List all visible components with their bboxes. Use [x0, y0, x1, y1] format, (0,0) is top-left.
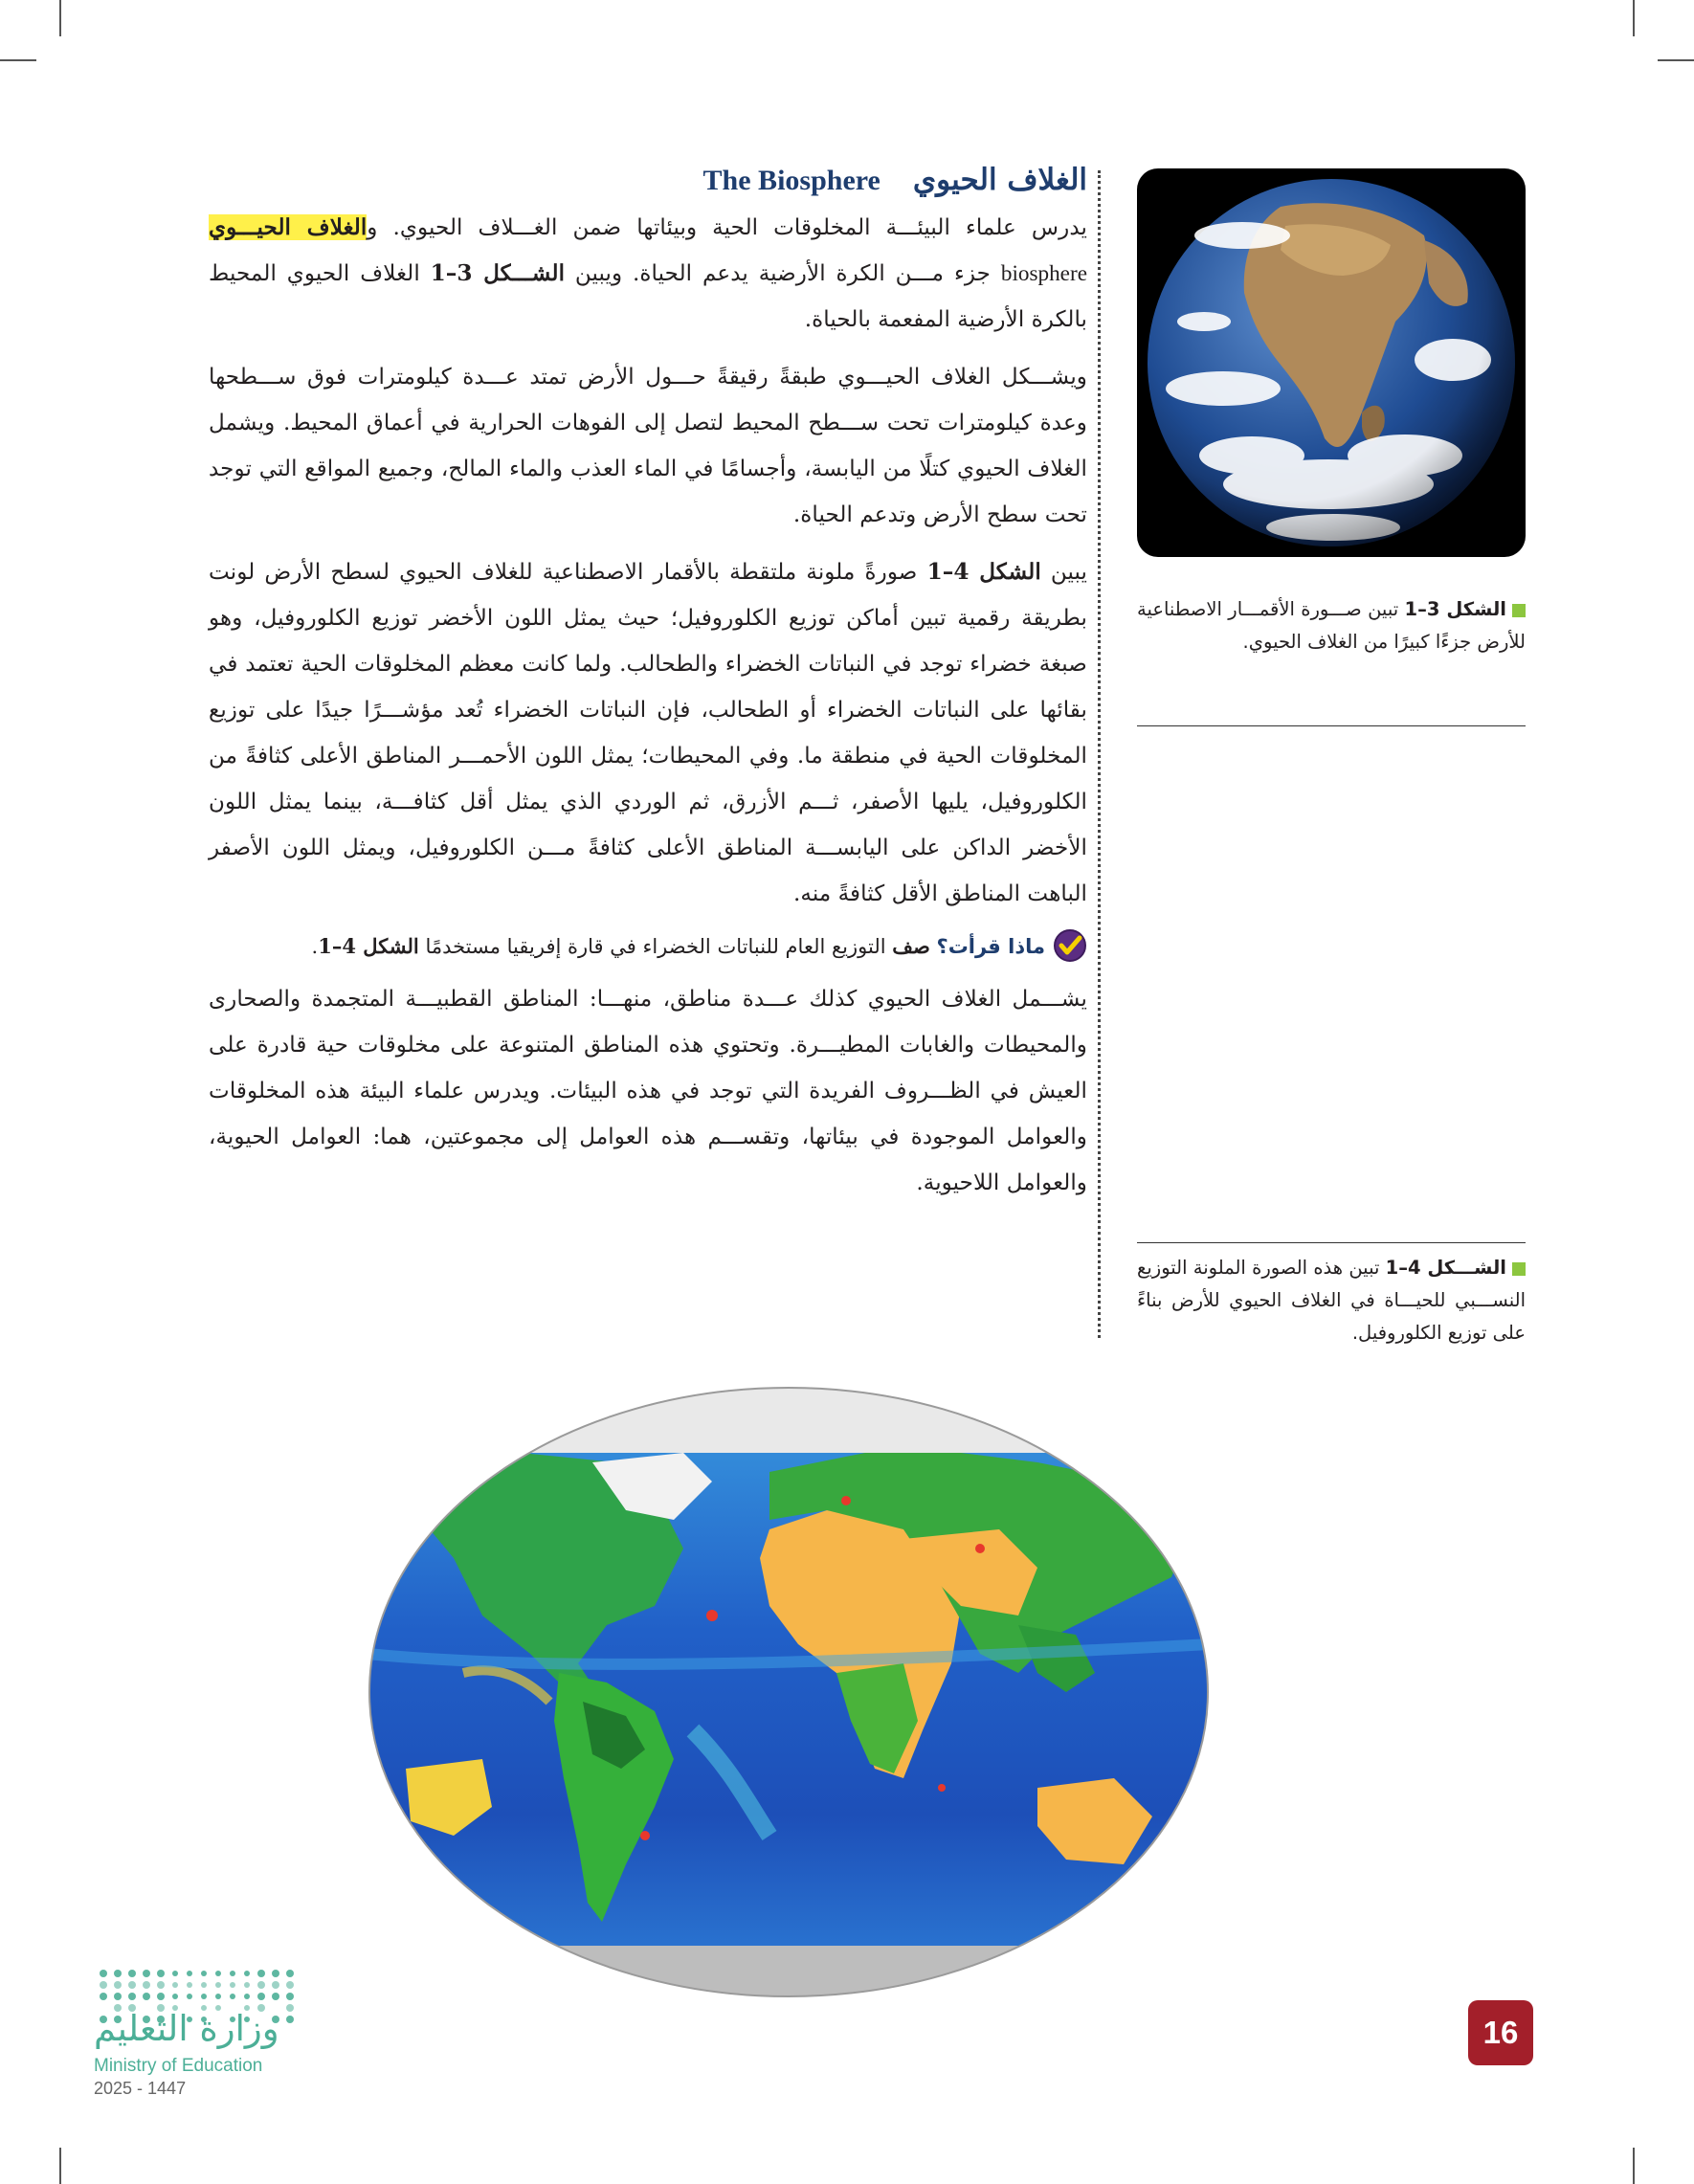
- paragraph-biosphere-extent: ويشـــكل الغلاف الحيـــوي طبقةً رقيقةً حـــول الأرض تمتد عـــدة كيلومترات فوق ســـطحها وعدة كيلومترات تحت ســـطح المحيط لتصل إلى الفوهات الحرارية في أعماق المحيط. ويشمل الغلاف الحيوي كتلًا من اليابسة، وأجسامًا في الماء العذب والماء المالح، وجميع المواقع التي توجد تحت سطح الأرض وتدعم الحياة.: [209, 364, 1087, 527]
- logo-dot: [128, 1993, 136, 2000]
- logo-dot: [114, 1993, 122, 2000]
- caption-text: تبين هذه الصورة الملونة التوزيع النســـبي للحيـــاة في الغلاف الحيوي للأرض بناءً على توزيع الكلوروفيل.: [1137, 1257, 1526, 1344]
- ministry-name-arabic: وزارة التعليم: [94, 2008, 279, 2049]
- logo-dot: [143, 1993, 150, 2000]
- logo-dot: [114, 1981, 122, 1989]
- logo-dot: [257, 1981, 265, 1989]
- logo-dot: [286, 1970, 294, 1977]
- logo-dot: [100, 1970, 107, 1977]
- ministry-year: 2025 - 1447: [94, 2079, 187, 2098]
- logo-dot: [128, 1981, 136, 1989]
- page-number-badge: 16: [1468, 2000, 1533, 2065]
- figure-caption-1: [1137, 593, 1526, 658]
- highlighted-term: الغلاف الحيـــوي: [209, 214, 368, 240]
- logo-dot: [201, 1971, 207, 1976]
- reading-check-text: [312, 934, 1045, 958]
- text-run: يبين: [1040, 559, 1087, 585]
- logo-dot: [244, 1994, 250, 1999]
- logo-dot: [143, 1970, 150, 1977]
- term-english: biosphere: [1000, 261, 1087, 286]
- logo-dot: [157, 1993, 165, 2000]
- logo-dot: [187, 1971, 192, 1976]
- crop-mark: [59, 2148, 61, 2184]
- logo-dot: [272, 1981, 279, 1989]
- logo-dot: [100, 1981, 107, 1989]
- chlorophyll-world-map: [368, 1386, 1210, 1998]
- logo-dot: [128, 1970, 136, 1977]
- section-title-english: The Biosphere: [702, 165, 880, 196]
- text-run: جزء مـــن الكرة الأرضية يدعم الحياة. ويبين: [565, 260, 1001, 286]
- world-map-image: [368, 1386, 1210, 1998]
- ministry-name-english: Ministry of Education: [94, 2056, 263, 2076]
- checkmark-badge-icon: [1053, 928, 1087, 963]
- reading-check-verb: صف: [892, 933, 930, 958]
- text-run: الغلاف الحيوي المحيط بالكرة الأرضية المفعمة بالحياة.: [209, 260, 1087, 332]
- logo-dot: [201, 1994, 207, 1999]
- column-divider: [1098, 170, 1101, 1338]
- logo-dot: [286, 1993, 294, 2000]
- caption-label: الشـــكل 4–1: [1385, 1257, 1506, 1279]
- logo-dot: [230, 1971, 235, 1976]
- logo-dot: [286, 1981, 294, 1989]
- text-run: يدرس علماء البيئـــة المخلوقات الحية وبيئاتها ضمن الغـــلاف الحيوي. و: [367, 214, 1087, 240]
- logo-dot: [257, 1970, 265, 1977]
- logo-dot: [230, 1994, 235, 1999]
- crop-mark: [1658, 59, 1694, 61]
- logo-dot: [215, 1982, 221, 1988]
- text-run: .: [311, 934, 319, 958]
- crop-mark: [1633, 0, 1635, 36]
- logo-dot: [201, 1982, 207, 1988]
- main-text-column: [209, 163, 1087, 1217]
- logo-dot: [172, 1982, 178, 1988]
- reading-check: [209, 928, 1087, 963]
- paragraph-biosphere-regions: يشـــمل الغلاف الحيوي كذلك عـــدة مناطق، منهـــا: المناطق القطبيـــة المتجمدة والصحارى والمحيطات والغابات المطيـــرة. وتحتوي هذه المناطق المتنوعة على مخلوقات حية قادرة على العيش في الظـــروف الفريدة التي توجد في هذه البيئات. ويدرس علماء البيئة هذه المخلوقات والعوامل الموجودة في بيئاتها، وتقســـم هذه العوامل إلى مجموعتين، هما: العوامل الحيوية، والعوامل اللاحيوية.: [209, 986, 1087, 1195]
- figure-reference: الشكل 4–1: [318, 933, 419, 958]
- logo-dot: [272, 1970, 279, 1977]
- earth-globe-image: [1137, 168, 1526, 557]
- earth-satellite-photo: [1137, 168, 1526, 557]
- logo-dot: [230, 1982, 235, 1988]
- section-heading: [209, 163, 1087, 197]
- caption-rule: [1137, 725, 1526, 726]
- section-title-arabic: الغلاف الحيوي: [912, 163, 1087, 197]
- logo-dot: [187, 1982, 192, 1988]
- caption-rule: [1137, 1242, 1526, 1243]
- text-run: التوزيع العام للنباتات الخضراء في قارة إفريقيا مستخدمًا: [418, 934, 893, 958]
- crop-mark: [1633, 2148, 1635, 2184]
- paragraph-biosphere-definition: [209, 205, 1087, 343]
- logo-dot: [100, 1993, 107, 2000]
- crop-mark: [59, 0, 61, 36]
- logo-dot: [244, 1971, 250, 1976]
- crop-mark: [0, 59, 36, 61]
- logo-dot: [244, 1982, 250, 1988]
- reading-check-label: ماذا قرأت؟: [936, 934, 1045, 958]
- logo-dot: [187, 1994, 192, 1999]
- logo-dot: [257, 1993, 265, 2000]
- logo-dot: [114, 1970, 122, 1977]
- logo-dot: [215, 1994, 221, 1999]
- paragraph-chlorophyll-map: [209, 549, 1087, 917]
- logo-dot: [172, 1971, 178, 1976]
- figure-reference: الشكل 4–1: [926, 559, 1041, 585]
- logo-dot: [157, 1970, 165, 1977]
- caption-square-icon: [1512, 1262, 1526, 1276]
- caption-label: الشكل 3–1: [1404, 598, 1506, 620]
- figure-caption-2: [1137, 1252, 1526, 1349]
- logo-dot: [157, 1981, 165, 1989]
- logo-dot: [215, 1971, 221, 1976]
- caption-text: تبين صـــورة الأقمـــار الاصطناعية للأرض جزءًا كبيرًا من الغلاف الحيوي.: [1137, 598, 1526, 653]
- figure-reference: الشـــكل 3–1: [430, 260, 566, 286]
- logo-dot: [172, 1994, 178, 1999]
- logo-dot: [143, 1981, 150, 1989]
- caption-square-icon: [1512, 604, 1526, 617]
- logo-dot: [272, 1993, 279, 2000]
- text-run: صورةً ملونة ملتقطة بالأقمار الاصطناعية للغلاف الحيوي لسطح الأرض لونت بطريقة رقمية تبين أماكن توزيع الكلوروفيل؛ حيث يمثل اللون الأخضر توزيع الكلوروفيل، وهو صبغة خضراء توجد في النباتات الخضراء والطحالب. ولما كانت معظم المخلوقات الحية تعتمد في بقائها على النباتات الخضراء أو الطحالب، فإن النباتات الخضراء تُعد مؤشـــرًا جيدًا على توزيع المخلوقات الحية في منطقة ما. وفي المحيطات؛ يمثل اللون الأحمـــر المناطق الأعلى كثافةً من الكلوروفيل، يليها الأصفر، ثـــم الأزرق، ثم الوردي الذي يمثل أقل كثافـــة، بينما يمثل اللون الأخضر الداكن على اليابســـة المناطق الأعلى كثافةً مـــن الكلوروفيل، ويمثل اللون الأصفر الباهت المناطق الأقل كثافةً منه.: [209, 559, 1087, 906]
